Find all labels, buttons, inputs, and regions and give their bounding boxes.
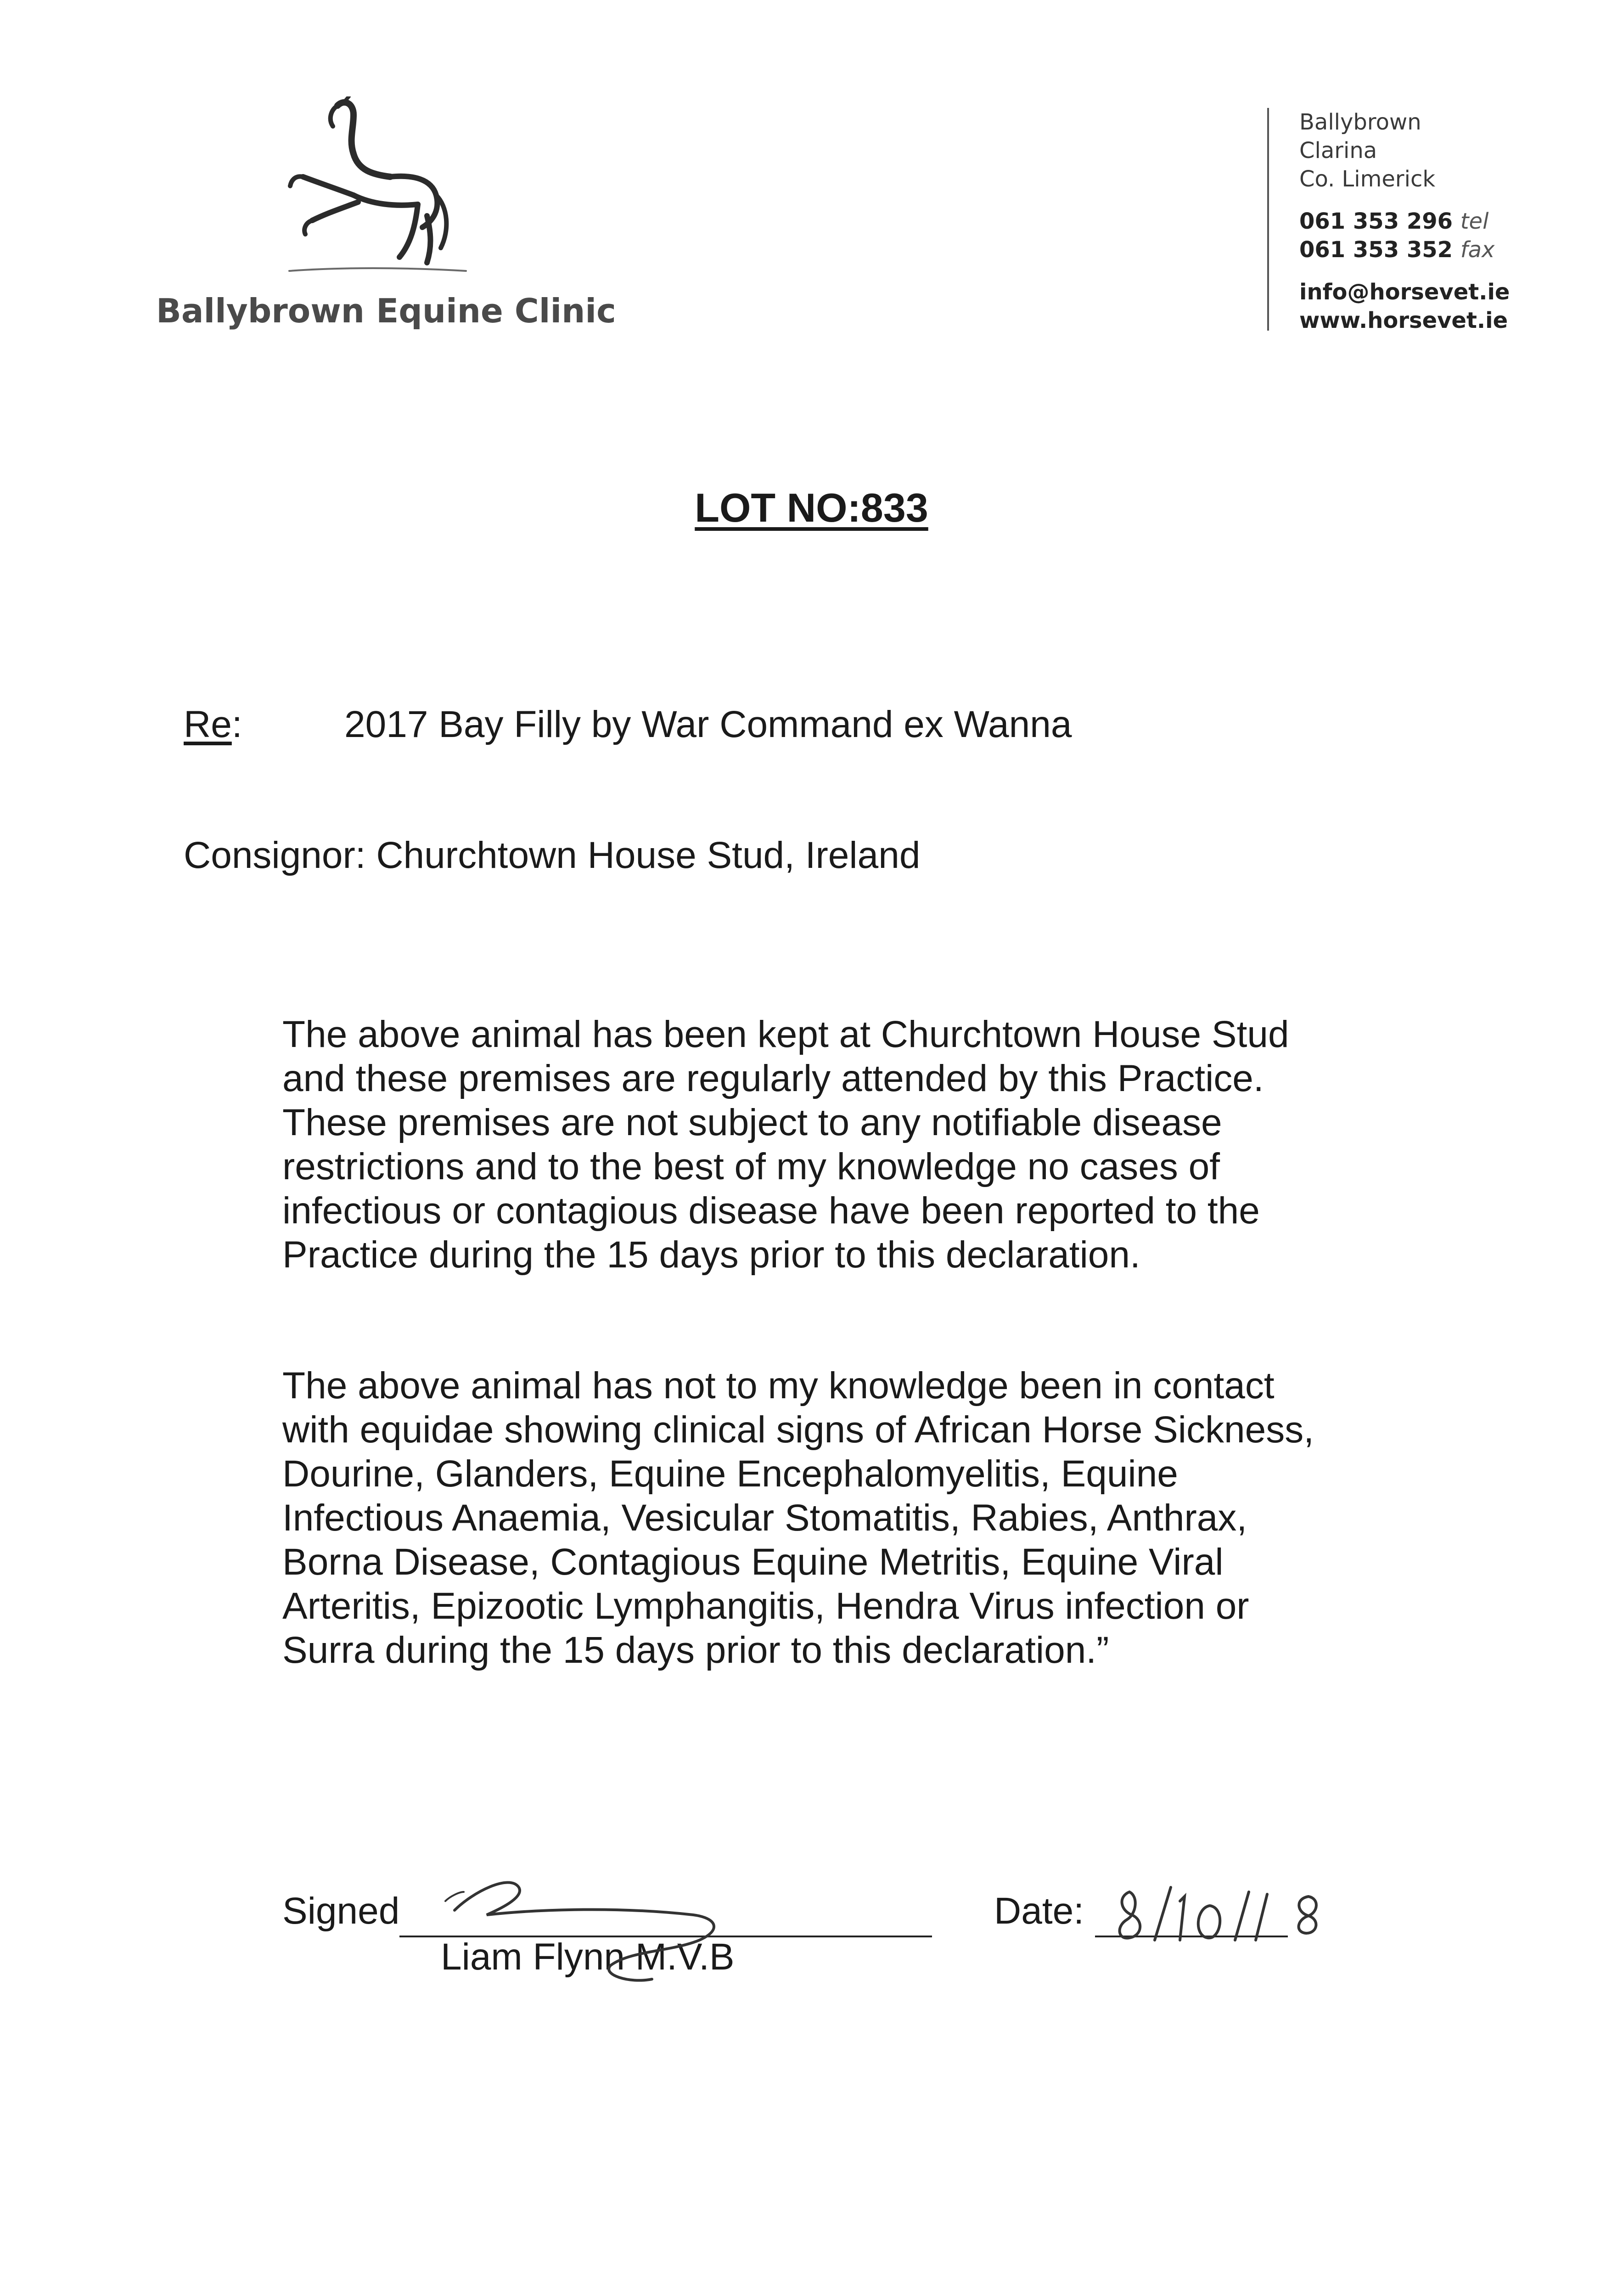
website-address: www.horsevet.ie [1299,308,1508,333]
re-label: Re: [184,703,242,745]
consignor-line: Consignor: Churchtown House Stud, Ireland [184,834,921,876]
re-label-text: Re [184,703,232,745]
letterhead-divider [1267,108,1269,331]
date-label: Date: [994,1890,1084,1932]
signer-name: Liam Flynn M.V.B [441,1936,735,1978]
handwritten-signature [436,1864,785,2016]
declaration-paragraph-1: The above animal has been kept at Churchtown House Stud and these premises are regularly attended by this Practice. These premises are not subject to any notifiable disease restrictions and to the best of my knowledge no cases of infectious or contagious disease have been reported to the Practice during the 15 days prior to this declaration. [282,1013,1289,1276]
tel-line [1299,207,1593,236]
clinic-contact-block [1299,108,1593,335]
clinic-logo [156,96,615,344]
signed-label: Signed [282,1890,400,1932]
address-line-3: Co. Limerick [1299,166,1436,192]
email-address: info@horsevet.ie [1299,279,1510,305]
fax-label: fax [1460,237,1495,263]
tel-number: 061 353 296 [1299,208,1453,234]
fax-number: 061 353 352 [1299,237,1453,263]
lot-number: LOT NO:833 [695,485,928,530]
handwritten-date [1111,1874,1350,1952]
declaration-paragraph-2: The above animal has not to my knowledge been in contact with equidae showing clinical signs of African Horse Sickness, Dourine, Glanders, Equine Encephalomyelitis, Equine Infectious Anaemia, Vesicular Stomatitis, Rabies, Anthrax, Borna Disease, Contagious Equine Metritis, Equine Viral Arteritis, Epizootic Lymphangitis, Hendra Virus infection or Surra during the 15 days prior to this declaration.” [282,1365,1314,1671]
address-line-2: Clarina [1299,138,1377,163]
clinic-name: Ballybrown Equine Clinic [156,292,616,330]
re-value: 2017 Bay Filly by War Command ex Wanna [344,703,1072,745]
fax-line [1299,236,1593,264]
tel-label: tel [1460,208,1489,234]
address-line-1: Ballybrown [1299,109,1421,135]
rearing-horse-icon [285,96,468,276]
